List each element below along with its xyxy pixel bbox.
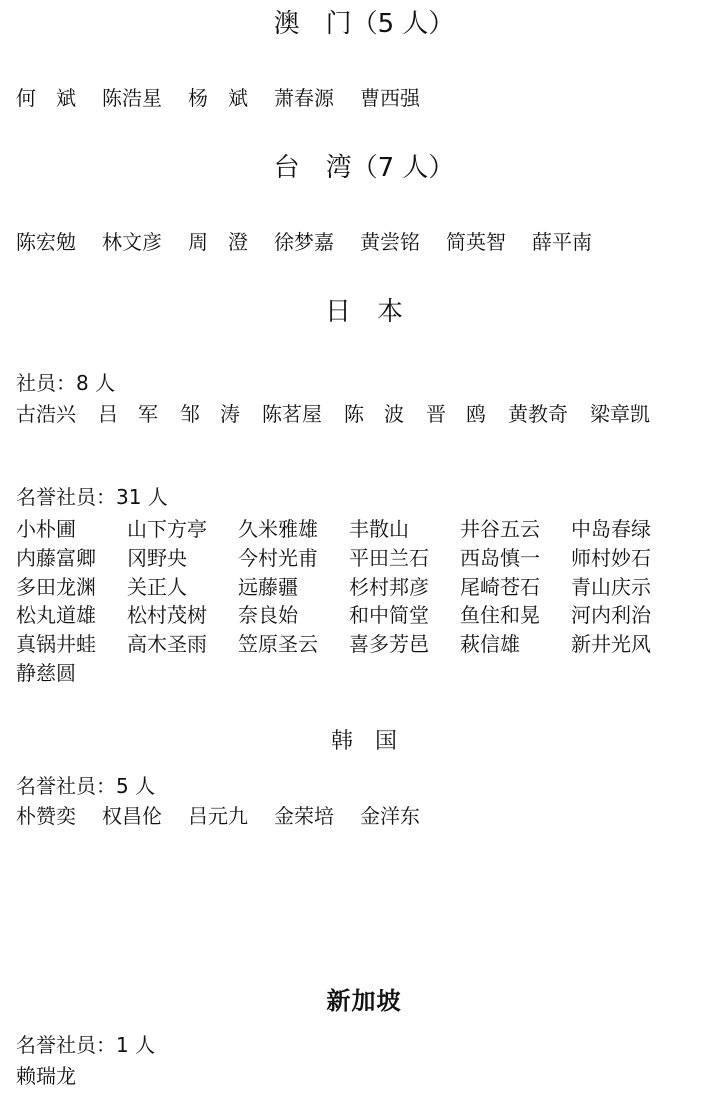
section-heading-japan: 日 本 bbox=[324, 297, 403, 327]
member-name: 和中简堂 bbox=[349, 603, 429, 628]
member-name: 林文彦 bbox=[102, 229, 162, 254]
section-heading-singapore: 新加坡 bbox=[326, 987, 402, 1015]
member-name: 陈浩星 bbox=[102, 85, 162, 110]
honorary-count-label-korea: 名誉社员：5 人 bbox=[16, 774, 156, 798]
member-name: 久米雅雄 bbox=[238, 516, 318, 541]
member-name: 平田兰石 bbox=[349, 545, 429, 570]
member-name: 杉村邦彦 bbox=[349, 574, 429, 599]
member-name: 朴赞奕 bbox=[16, 803, 76, 828]
member-name: 青山庆示 bbox=[571, 574, 651, 599]
member-name: 简英智 bbox=[446, 229, 506, 254]
name-row-korea bbox=[16, 800, 446, 828]
member-name: 内藤富卿 bbox=[16, 545, 96, 570]
member-name: 丰散山 bbox=[349, 516, 409, 541]
member-name: 多田龙渊 bbox=[16, 574, 96, 599]
member-name: 真锅井蛙 bbox=[16, 632, 96, 657]
member-name: 陈宏勉 bbox=[16, 229, 76, 254]
member-name: 松丸道雄 bbox=[16, 603, 96, 628]
member-name: 吕 军 bbox=[98, 401, 158, 426]
member-name: 晋 鸥 bbox=[426, 401, 486, 426]
name-row-japan-members bbox=[16, 398, 650, 426]
member-name: 邹 涛 bbox=[180, 401, 240, 426]
section-heading-taiwan: 台 湾（7 人） bbox=[273, 153, 455, 183]
member-name: 薛平南 bbox=[532, 229, 592, 254]
member-name: 曹西强 bbox=[360, 85, 420, 110]
member-name: 萩信雄 bbox=[460, 632, 520, 657]
name-row-singapore bbox=[16, 1060, 102, 1088]
member-name: 松村茂树 bbox=[127, 603, 207, 628]
member-name: 笠原圣云 bbox=[238, 632, 318, 657]
member-name: 奈良始 bbox=[238, 603, 298, 628]
member-name: 何 斌 bbox=[16, 85, 76, 110]
member-name: 赖瑞龙 bbox=[16, 1063, 76, 1088]
honorary-count-label-japan: 名誉社员：31 人 bbox=[16, 485, 168, 509]
member-name: 关正人 bbox=[127, 574, 187, 599]
member-name: 远藤疆 bbox=[238, 574, 298, 599]
member-name: 喜多芳邑 bbox=[349, 632, 429, 657]
member-name: 权昌伦 bbox=[102, 803, 162, 828]
member-name: 黄尝铭 bbox=[360, 229, 420, 254]
member-name: 吕元九 bbox=[188, 803, 248, 828]
member-name: 鱼住和晃 bbox=[460, 603, 540, 628]
member-name: 小朴圃 bbox=[16, 516, 76, 541]
section-heading-korea: 韩 国 bbox=[330, 729, 397, 754]
member-name: 冈野央 bbox=[127, 545, 187, 570]
member-name: 陈茗屋 bbox=[262, 401, 322, 426]
member-name: 金洋东 bbox=[360, 803, 420, 828]
member-name: 河内利治 bbox=[571, 603, 651, 628]
member-name: 周 澄 bbox=[188, 229, 248, 254]
member-name: 萧春源 bbox=[274, 85, 334, 110]
member-name: 黄教奇 bbox=[508, 401, 568, 426]
members-count-label: 社员：8 人 bbox=[16, 371, 116, 395]
member-name: 古浩兴 bbox=[16, 401, 76, 426]
name-row-taiwan bbox=[16, 226, 618, 254]
member-name: 杨 斌 bbox=[188, 85, 248, 110]
member-name: 高木圣雨 bbox=[127, 632, 207, 657]
member-name: 陈 波 bbox=[344, 401, 404, 426]
member-name: 金荣培 bbox=[274, 803, 334, 828]
member-name: 尾崎苍石 bbox=[460, 574, 540, 599]
member-name: 中岛春绿 bbox=[571, 516, 651, 541]
member-name: 井谷五云 bbox=[460, 516, 540, 541]
section-heading-macau: 澳 门（5 人） bbox=[273, 9, 455, 39]
member-name: 徐梦嘉 bbox=[274, 229, 334, 254]
member-name: 师村妙石 bbox=[571, 545, 651, 570]
name-row-macau bbox=[16, 82, 446, 110]
honorary-grid-japan bbox=[16, 513, 682, 686]
member-name: 今村光甫 bbox=[238, 545, 318, 570]
honorary-count-label-singapore: 名誉社员：1 人 bbox=[16, 1033, 156, 1057]
member-name: 西岛慎一 bbox=[460, 545, 540, 570]
member-name: 梁章凯 bbox=[590, 401, 650, 426]
member-name: 新井光风 bbox=[571, 632, 651, 657]
member-name: 静慈圆 bbox=[16, 660, 76, 685]
member-name: 山下方亭 bbox=[127, 516, 207, 541]
